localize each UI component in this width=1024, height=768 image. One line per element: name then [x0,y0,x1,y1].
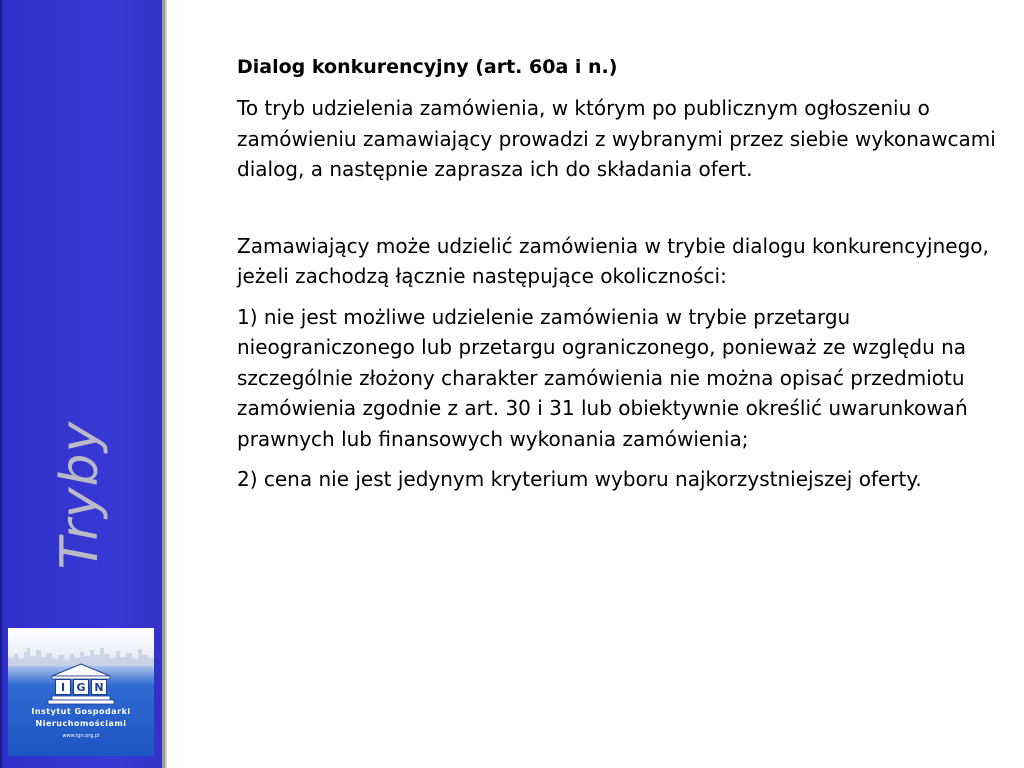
sidebar-edge [0,0,2,768]
logo-line-2: Nieruchomościami [35,719,127,728]
paragraph-definition: To tryb udzielenia zamówienia, w którym po publicznym ogłoszeniu o zamówieniu zamawiający prowadzi z wybranymi przez siebie wykonawcami dialog, a następnie zaprasza ich do składania ofert. [237,96,996,181]
slide-heading: Dialog konkurencyjny (art. 60a i n.) [237,56,618,78]
sidebar-title-container [40,420,120,570]
paragraph-conditions-intro: Zamawiający może udzielić zamówienia w trybie dialogu konkurencyjnego, jeżeli zachodzą łącznie następujące okoliczności: [237,233,989,288]
logo-line-1: Instytut Gospodarki [31,707,131,716]
ign-letters [55,679,107,695]
ign-logo [8,628,154,756]
logo-letter-i: I [55,679,71,695]
paragraph-condition-1: 1) nie jest możliwe udzielenie zamówienia w trybie przetargu nieograniczonego lub przetargu ograniczonego, ponieważ ze względu na szczególnie złożony charakter zamówienia nie można opisać przedmiotu zamówienia zgodnie z art. 30 i 31 lub obiektywnie określić uwarunkowań prawnych lub finansowych wykonania zamówienia; [237,304,968,451]
sidebar-title: Tryby [50,420,110,570]
logo-letter-n: N [91,679,107,695]
sidebar [0,0,162,768]
logo-url: www.ign.org.pl [62,733,100,739]
paragraph-condition-2: 2) cena nie jest jedynym kryterium wyboru najkorzystniejszej oferty. [237,467,922,491]
main-content [237,52,997,505]
logo-letter-g: G [73,679,89,695]
